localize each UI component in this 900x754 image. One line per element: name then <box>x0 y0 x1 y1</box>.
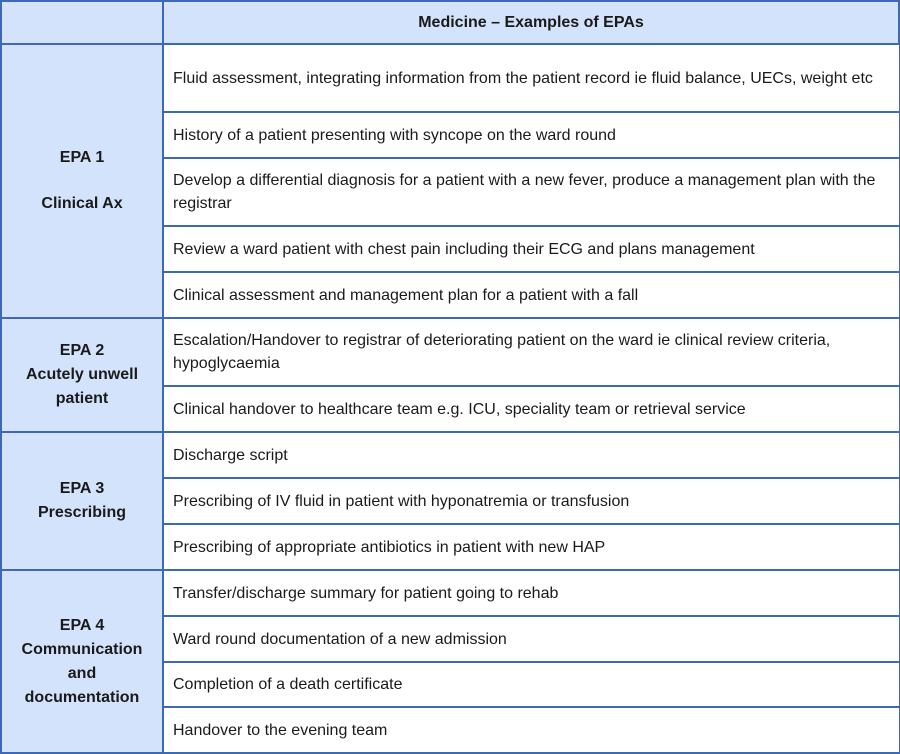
epa-example-text: History of a patient presenting with syncope on the ward round <box>173 126 616 144</box>
epa-2-label <box>0 319 164 433</box>
table-row <box>164 479 900 525</box>
epa-example-text: Handover to the evening team <box>173 721 388 739</box>
epa-1-number: EPA 1 <box>59 149 105 166</box>
epa-example-text: Clinical assessment and management plan for a patient with a fall <box>173 286 639 304</box>
epa-example-text: Transfer/discharge summary for patient going to rehab <box>173 584 559 602</box>
epa-example-text: Clinical handover to healthcare team e.g. ICU, speciality team or retrieval service <box>173 400 746 418</box>
epa-1-label <box>0 45 164 319</box>
epa-example-text: Review a ward patient with chest pain including their ECG and plans management <box>173 240 755 258</box>
table-row <box>164 319 900 387</box>
epa-example-text: Escalation/Handover to registrar of deteriorating patient on the ward ie clinical review criteria, hypoglycaemia <box>173 332 831 372</box>
epa-example-text: Completion of a death certificate <box>173 676 403 693</box>
table-row <box>164 525 900 571</box>
table-row <box>164 159 900 227</box>
epa-example-text: Prescribing of IV fluid in patient with hyponatremia or transfusion <box>173 492 630 510</box>
table-row <box>164 273 900 319</box>
epa-4-label <box>0 571 164 754</box>
table-title <box>164 0 900 45</box>
epa-3-title: Prescribing <box>37 504 127 521</box>
table-row <box>164 617 900 663</box>
epa-2-number: EPA 2 <box>59 342 105 359</box>
epa-example-text: Ward round documentation of a new admission <box>173 630 507 648</box>
epa-4-number: EPA 4 <box>59 616 105 634</box>
table-row <box>164 227 900 273</box>
table-row <box>164 433 900 479</box>
table-corner-cell <box>0 0 164 45</box>
epa-3-label <box>0 433 164 571</box>
table-row <box>164 45 900 113</box>
epa-example-text: Fluid assessment, integrating information from the patient record ie fluid balance, UECs, weight etc <box>173 69 873 87</box>
epa-example-text: Develop a differential diagnosis for a patient with a new fever, produce a management plan with the registrar <box>173 172 876 212</box>
epa-3-number: EPA 3 <box>59 480 105 497</box>
epa-example-text: Discharge script <box>173 446 288 464</box>
epa-4-title-line-2: and <box>67 664 97 682</box>
table-row <box>164 708 900 754</box>
epa-4-title-line-1: Communication <box>21 640 143 658</box>
table-row <box>164 113 900 159</box>
table-row <box>164 571 900 617</box>
epa-4-title-line-3: documentation <box>24 688 140 706</box>
epa-1-title: Clinical Ax <box>41 195 123 212</box>
epa-example-text: Prescribing of appropriate antibiotics in patient with new HAP <box>173 538 606 556</box>
epa-2-title-line-2: patient <box>55 390 109 407</box>
table-row <box>164 663 900 708</box>
table-row <box>164 387 900 433</box>
table-title-text: Medicine – Examples of EPAs <box>418 14 644 31</box>
epa-2-title-line-1: Acutely unwell <box>25 366 139 383</box>
